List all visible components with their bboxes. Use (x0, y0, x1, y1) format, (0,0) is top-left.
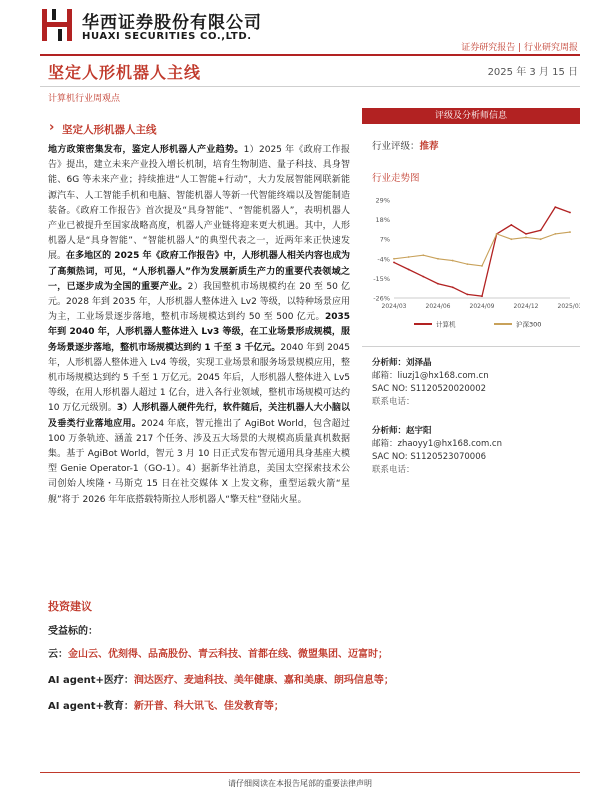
data-point-computer (510, 224, 512, 226)
header-divider (40, 54, 580, 56)
analyst-phone-1: 联系电话： (372, 397, 415, 407)
company-name-en: HUAXI SECURITIES CO.,LTD. (82, 31, 252, 42)
analyst-role-1: 分析师： (372, 358, 407, 368)
y-tick-label: -26% (373, 294, 390, 303)
stock-row-value: 新开普、科大讯飞、佳发教育等； (133, 701, 284, 712)
series-line-csi300 (394, 232, 570, 266)
page-title: 坚定人形机器人主线 (48, 63, 202, 82)
beneficiaries-label: 受益标的： (48, 626, 98, 637)
report-date: 2025 年 3 月 15 日 (487, 67, 578, 78)
x-tick-label: 2025/03 (557, 303, 580, 310)
analyst-email-2: 邮箱：zhaoyy1@hx168.com.cn (372, 439, 502, 449)
x-tick-label: 2024/06 (425, 303, 451, 310)
legend-label-csi300: 沪深300 (516, 320, 542, 329)
data-point-csi300 (554, 233, 556, 235)
stock-row-value: 润达医疗、麦迪科技、美年健康、嘉和美康、朗玛信息等； (133, 675, 394, 686)
data-point-csi300 (437, 258, 439, 260)
investment-title: 投资建议 (48, 600, 92, 613)
data-point-computer (393, 261, 395, 263)
body-text-2: 2）我国整机市场规模约在 20 至 50 亿元。2028 年到 2035 年，人形机器人整体进入 Lv2 等级，以特种场景应用为主，工业场景逐步落地，整机市场规模达到约 50 至 500 亿元。 (48, 281, 350, 323)
rating-label: 行业评级： (372, 141, 420, 152)
y-tick-label: 7% (379, 235, 390, 244)
stock-row-value: 金山云、优刻得、品高股份、青云科技、首都在线、微盟集团、迈富时； (68, 649, 388, 660)
analyst-phone-2: 联系电话： (372, 465, 415, 475)
x-tick-label: 2024/09 (469, 303, 495, 310)
investment-section (48, 598, 568, 725)
data-point-csi300 (496, 233, 498, 235)
data-point-computer (569, 212, 571, 214)
analyst-sac-1: SAC NO: S1120520020002 (372, 384, 487, 394)
x-tick-label: 2024/03 (381, 303, 407, 310)
body-bold-2: 2035 年到 2040 年，人形机器人整体进入 Lv3 等级，在工业场景形成规模，服务场景逐步落地，整机市场规模达到约 1 千至 3 千亿元。 (48, 312, 350, 353)
industry-rating (362, 138, 580, 152)
data-point-computer (466, 294, 468, 296)
y-tick-label: -15% (373, 274, 390, 283)
section-tag: 计算机行业周观点 (48, 94, 121, 104)
body-lead: 地方政策密集发布，鉴定人形机器人产业趋势。 (48, 145, 244, 155)
stock-row-label: 云： (48, 649, 68, 660)
stock-row-education (48, 699, 568, 715)
data-point-csi300 (481, 265, 483, 267)
data-point-csi300 (408, 256, 410, 258)
sidebar-divider (362, 346, 580, 347)
company-logo (40, 6, 270, 46)
trend-chart-svg (362, 188, 580, 338)
body-paragraph (48, 143, 350, 508)
series-line-computer (394, 207, 570, 296)
data-point-csi300 (422, 254, 424, 256)
data-point-csi300 (510, 238, 512, 240)
title-divider (40, 86, 580, 87)
data-point-computer (481, 295, 483, 297)
data-point-computer (525, 233, 527, 235)
stock-row-cloud (48, 647, 568, 663)
x-tick-label: 2024/12 (513, 303, 539, 310)
huaxi-logo-icon (40, 6, 74, 44)
y-tick-label: 29% (375, 196, 390, 205)
analyst-block-2 (362, 425, 580, 477)
company-name-cn: 华西证券股份有限公司 (82, 13, 262, 33)
footer-divider (40, 772, 580, 773)
report-breadcrumb: 证券研究报告 | 行业研究周报 (461, 43, 578, 53)
section-heading: › 坚定人形机器人主线 (62, 122, 350, 137)
body-text-1: 1）2025 年《政府工作报告》提出，建立未来产业投入增长机制，培育生物制造、量子科技、具身智能、6G 等未来产业；持续推进“人工智能+行动”，大力发展智能网联新能源汽车、人工智能手机和电脑、智能机器人等新一代智能终端以及智能制造装备。《政府工作报告》首次提及“具身智能”、“智能机器人”，表明机器人产业已被提升至国家战略高度，机器人产业链将迎来更大机遇。其中，人形机器人是“具身智能”、“智能机器人”的典型代表之一，近两年来正快速发展。 (48, 145, 350, 262)
data-point-csi300 (466, 263, 468, 265)
y-tick-label: 18% (375, 216, 390, 225)
analyst-role-2: 分析师： (372, 426, 407, 436)
body-text-3: 2040 年到 2045 年，人形机器人整体进入 Lv4 等级，实现工业场景和服务场景规模应用，整机市场规模达到约 5 千至 1 万亿元。2045 年后，人形机器人整体进入 Lv5 等级，在用人形机器人超过 1 亿台，进入各行业领域，整机市场规模可达约 10 万亿元级别。 (48, 342, 351, 414)
data-point-computer (408, 269, 410, 271)
stock-row-label: AI agent+教育： (48, 701, 134, 712)
analyst-email-1: 邮箱：liuzj1@hx168.com.cn (372, 371, 489, 381)
data-point-computer (437, 283, 439, 285)
body-bold-3: 3）人形机器人硬件先行，软件随后，关注机器人大小脑以及垂类行业落地应用。 (48, 403, 350, 429)
analyst-name-1: 刘泽晶 (406, 358, 432, 368)
data-point-computer (422, 276, 424, 278)
data-point-csi300 (393, 258, 395, 260)
data-point-computer (540, 229, 542, 231)
body-bold-1: 在多地区的 2025 年《政府工作报告》中，人形机器人相关内容也成为了高频热词，可见，“人形机器人”作为发展新质生产力的重要代表领域之一，已逐步成为全国的重要产业。 (48, 251, 350, 292)
data-point-computer (452, 286, 454, 288)
y-tick-label: -4% (377, 255, 390, 264)
rating-header: 评级及分析师信息 (362, 108, 580, 124)
data-point-csi300 (569, 231, 571, 233)
stock-row-label: AI agent+医疗： (48, 675, 134, 686)
data-point-csi300 (525, 237, 527, 239)
data-point-csi300 (452, 260, 454, 262)
trend-chart (362, 188, 580, 338)
footer-disclaimer: 请仔细阅读在本报告尾部的重要法律声明 (228, 779, 372, 788)
stock-row-medical (48, 673, 568, 689)
analyst-name-2: 赵宇阳 (406, 426, 432, 436)
chart-title: 行业走势图 (372, 173, 420, 184)
main-body (48, 108, 350, 508)
data-point-csi300 (540, 238, 542, 240)
analyst-sac-2: SAC NO: S1120523070006 (372, 452, 487, 462)
analyst-block-1 (362, 357, 580, 409)
rating-value: 推荐 (419, 141, 439, 152)
data-point-computer (554, 206, 556, 208)
sidebar (362, 108, 580, 477)
legend-label-computer: 计算机 (436, 320, 456, 329)
body-text-4: 2024 年底，智元推出了 AgiBot World，包含超过 100 万条轨迹、涵盖 217 个任务、涉及五大场景的大规模高质量真机数据集。基于 AgiBot World，智元 3 月 10 日正式发布智元通用具身基座大模型 Genie Operator-1（GO-1）。4）据新华社消息，美国太空探索技术公司创始人埃隆・马斯克 15 日在社交媒体 X 上发文称，重型运载火箭“星舰”将于 2026 年年底搭载特斯拉人形机器人“擎天柱”登陆火星。 (48, 418, 350, 505)
